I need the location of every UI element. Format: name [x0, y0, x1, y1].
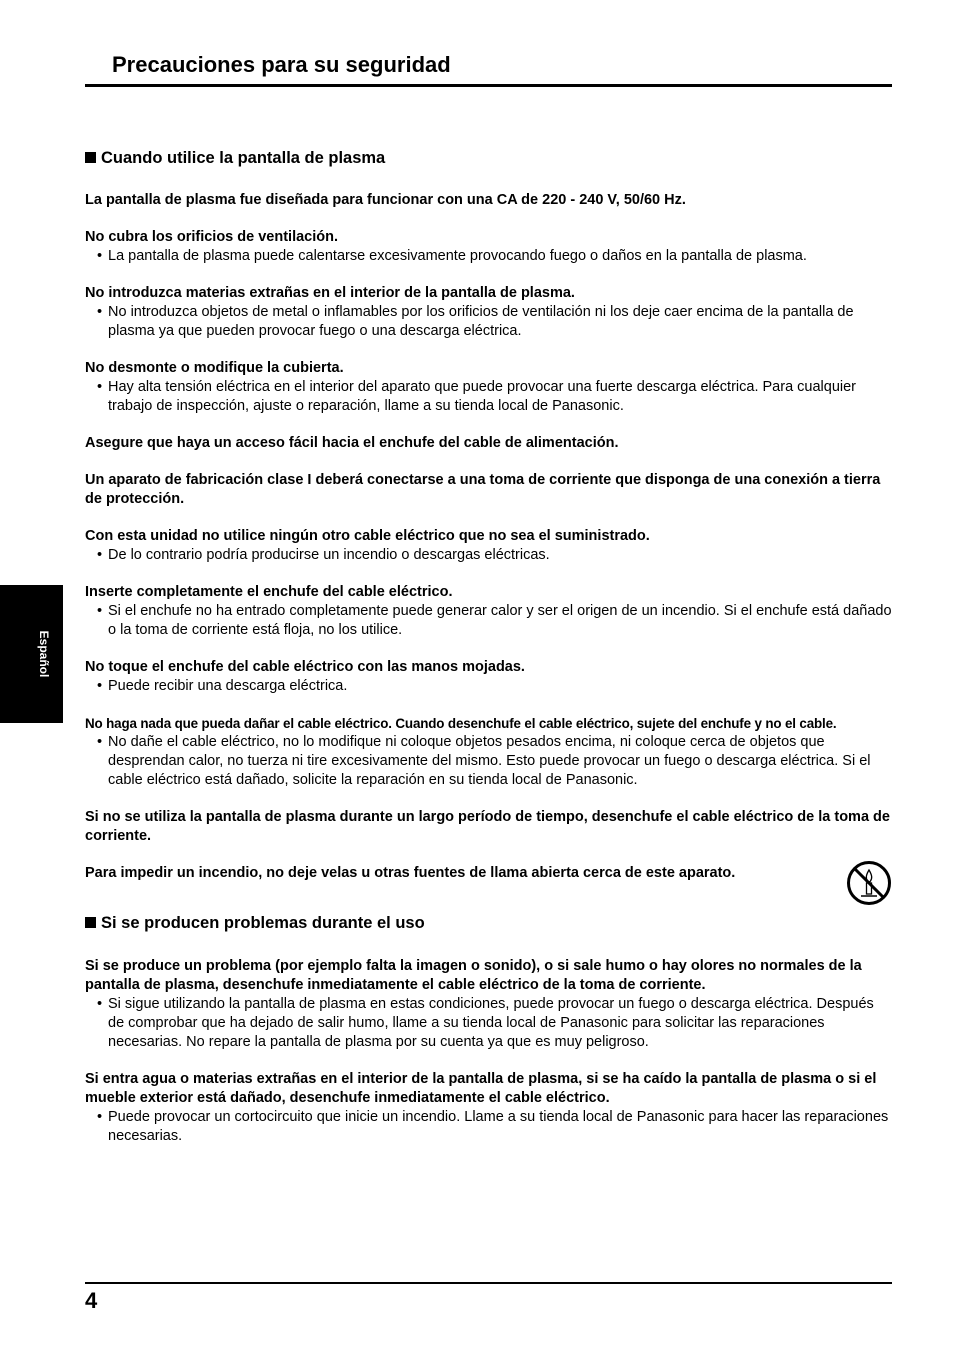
section-heading-text: Si se producen problemas durante el uso — [101, 914, 425, 932]
safety-item — [85, 864, 893, 883]
safety-item — [85, 191, 893, 210]
title-rule — [85, 84, 892, 87]
safety-item — [85, 658, 893, 696]
item-title: Un aparato de fabricación clase I deberá conectarse a una toma de corriente que disponga de una conexión a tierra de protección. — [85, 472, 881, 507]
bullet-text: • De lo contrario podría producirse un incendio o descargas eléctricas. — [85, 546, 893, 565]
item-title: Inserte completamente el enchufe del cable eléctrico. — [85, 584, 453, 600]
safety-item — [85, 284, 893, 341]
bullet-text: • Puede provocar un cortocircuito que inicie un incendio. Llame a su tienda local de Panasonic para hacer las reparaciones necesarias. — [85, 1108, 893, 1146]
item-title: No haga nada que pueda dañar el cable eléctrico. Cuando desenchufe el cable eléctrico, sujete del enchufe y no el cable. — [85, 716, 837, 731]
item-title: No cubra los orificios de ventilación. — [85, 229, 338, 245]
item-title: La pantalla de plasma fue diseñada para funcionar con una CA de 220 - 240 V, 50/60 Hz. — [85, 192, 686, 208]
bullet-text: • La pantalla de plasma puede calentarse excesivamente provocando fuego o daños en la pantalla de plasma. — [85, 247, 893, 266]
square-bullet-icon — [85, 152, 96, 163]
safety-item — [85, 583, 893, 640]
safety-item — [85, 359, 893, 416]
item-title: No toque el enchufe del cable eléctrico con las manos mojadas. — [85, 659, 525, 675]
section-heading — [85, 913, 425, 933]
item-title: Con esta unidad no utilice ningún otro cable eléctrico que no sea el suministrado. — [85, 528, 650, 544]
page-number: 4 — [85, 1288, 98, 1313]
item-title: Si se produce un problema (por ejemplo falta la imagen o sonido), o si sale humo o hay olores no normales de la pantalla de plasma, desenchufe inmediatamente el cable eléctrico de la toma de corriente. — [85, 958, 862, 993]
page-title: Precauciones para su seguridad — [112, 52, 451, 77]
language-tab — [0, 585, 63, 723]
section-heading-text: Cuando utilice la pantalla de plasma — [101, 149, 386, 167]
no-open-flame-icon — [846, 860, 892, 906]
item-title: No introduzca materias extrañas en el interior de la pantalla de plasma. — [85, 285, 575, 301]
square-bullet-icon — [85, 917, 96, 928]
item-title: Para impedir un incendio, no deje velas u otras fuentes de llama abierta cerca de este aparato. — [85, 865, 736, 881]
safety-item — [85, 1070, 893, 1146]
section-content — [85, 957, 893, 1164]
safety-item — [85, 714, 893, 790]
language-tab-label: Español — [37, 630, 51, 678]
safety-item — [85, 471, 893, 509]
footer-rule — [85, 1282, 892, 1284]
bullet-text: • Hay alta tensión eléctrica en el interior del aparato que puede provocar una fuerte descarga eléctrica. Para cualquier trabajo de inspección, ajuste o reparación, llame a su tienda local de Panasonic. — [85, 378, 893, 416]
item-title: Asegure que haya un acceso fácil hacia el enchufe del cable de alimentación. — [85, 435, 619, 451]
bullet-text: • Si sigue utilizando la pantalla de plasma en estas condiciones, puede provocar un fuego o descarga eléctrica. Después de comprobar que ha dejado de salir humo, llame a su tienda local de Panasonic para solicitar las reparaciones necesarias. No repare la pantalla de plasma por su cuenta ya que es muy peligroso. — [85, 995, 893, 1052]
safety-item — [85, 957, 893, 1052]
safety-item — [85, 434, 893, 453]
section-content — [85, 191, 893, 901]
safety-item — [85, 527, 893, 565]
safety-item — [85, 808, 893, 846]
bullet-text: • Puede recibir una descarga eléctrica. — [85, 677, 893, 696]
section-heading — [85, 148, 385, 168]
safety-item — [85, 228, 893, 266]
item-title: Si entra agua o materias extrañas en el interior de la pantalla de plasma, si se ha caído la pantalla de plasma o si el mueble exterior está dañado, desenchufe inmediatamente el cable eléctrico. — [85, 1071, 877, 1106]
bullet-text: • No introduzca objetos de metal o inflamables por los orificios de ventilación ni los deje caer encima de la pantalla de plasma ya que pueden provocar fuego o una descarga eléctrica. — [85, 303, 893, 341]
bullet-text: • Si el enchufe no ha entrado completamente puede generar calor y ser el origen de un incendio. Si el enchufe está dañado o la toma de corriente está floja, no los utilice. — [85, 602, 893, 640]
item-title: Si no se utiliza la pantalla de plasma durante un largo período de tiempo, desenchufe el cable eléctrico de la toma de corriente. — [85, 809, 890, 844]
item-title: No desmonte o modifique la cubierta. — [85, 360, 344, 376]
bullet-text: • No dañe el cable eléctrico, no lo modifique ni coloque objetos pesados encima, ni coloque cerca de objetos que desprendan calor, no tuerza ni tire excesivamente del mismo. Esto puede provocar un fuego o descarga eléctrica. Si el cable eléctrico está dañado, solicite la reparación en su tienda local de Panasonic. — [85, 733, 893, 790]
